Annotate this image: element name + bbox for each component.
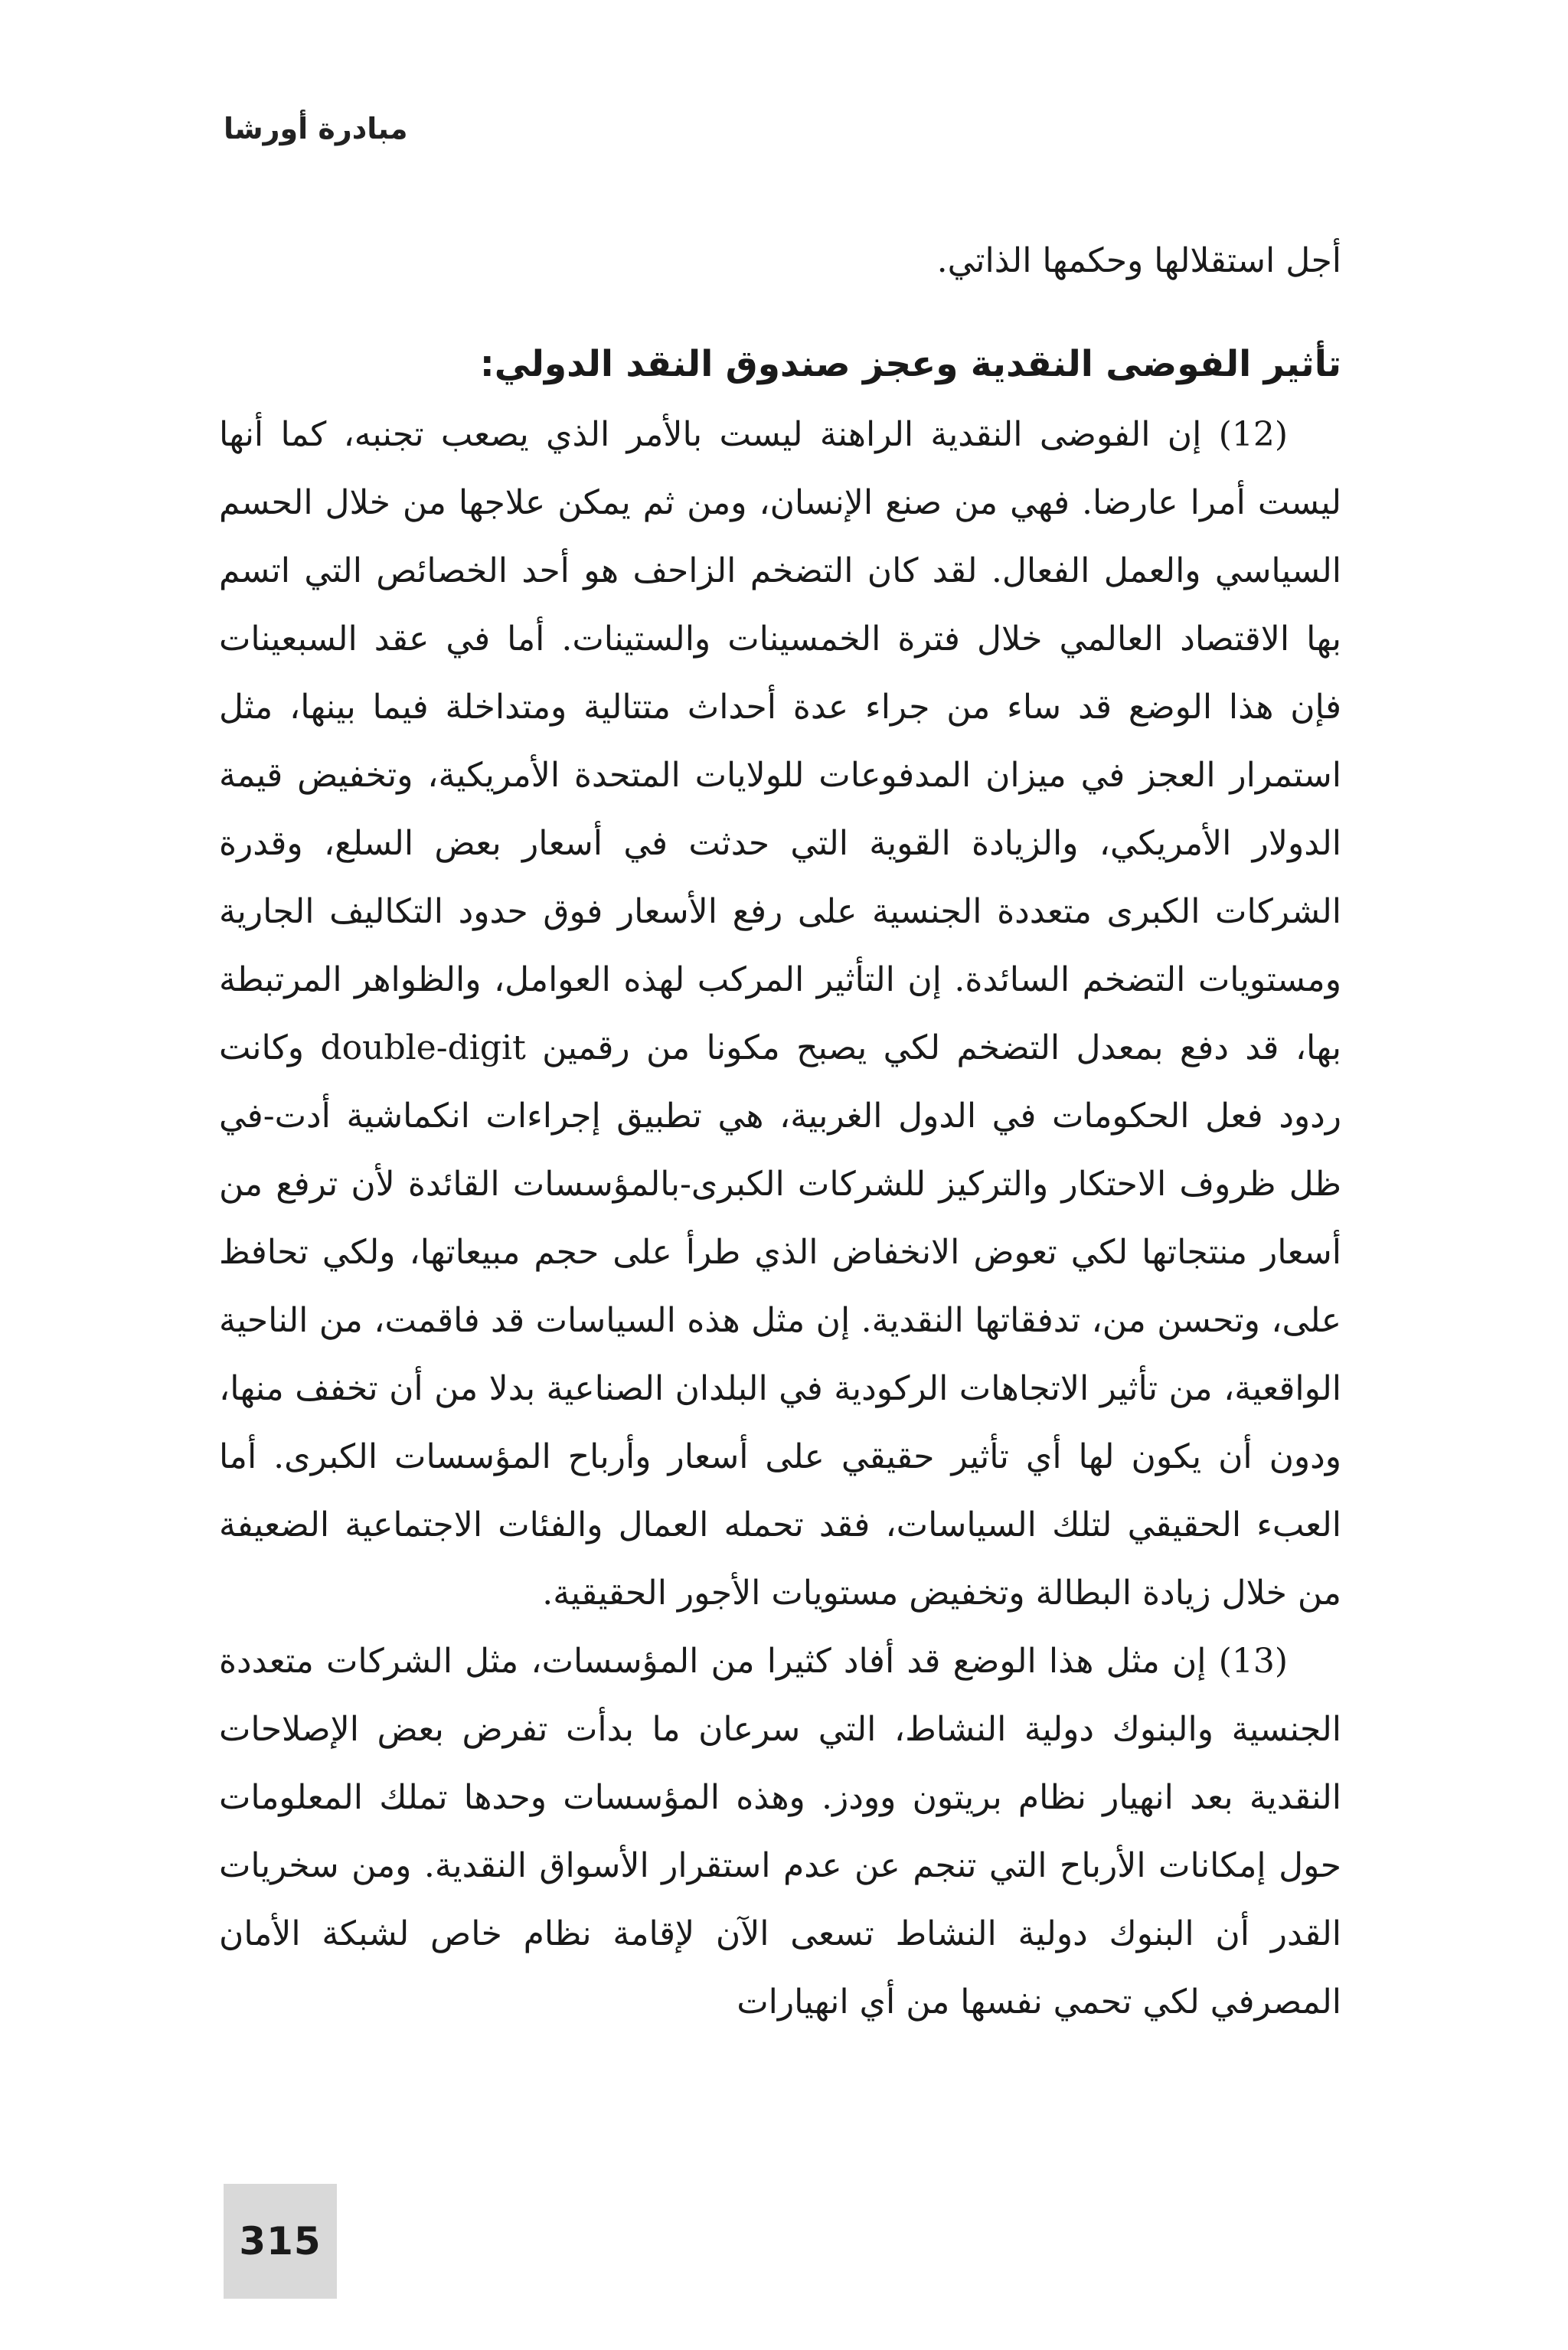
page-body xyxy=(219,227,1341,2036)
page-number: 315 xyxy=(239,2219,322,2263)
page-number-box xyxy=(224,2184,337,2299)
paragraph-12: (12) إن الفوضى النقدية الراهنة ليست بالأمر الذي يصعب تجنبه، كما أنها ليست أمرا عارضا. فهي من صنع الإنسان، ومن ثم يمكن علاجها من خلال الحسم السياسي والعمل الفعال. لقد كان التضخم الزاحف هو أحد الخصائص التي اتسم بها الاقتصاد العالمي خلال فترة الخمسينات والستينات. أما في عقد السبعينات فإن هذا الوضع قد ساء من جراء عدة أحداث متتالية ومتداخلة فيما بينها، مثل استمرار العجز في ميزان المدفوعات للولايات المتحدة الأمريكية، وتخفيض قيمة الدولار الأمريكي، والزيادة القوية التي حدثت في أسعار بعض السلع، وقدرة الشركات الكبرى متعددة الجنسية على رفع الأسعار فوق حدود التكاليف الجارية ومستويات التضخم السائدة. إن التأثير المركب لهذه العوامل، والظواهر المرتبطة بها، قد دفع بمعدل التضخم لكي يصبح مكونا من رقمين double-digit وكانت ردود فعل الحكومات في الدول الغربية، هي تطبيق إجراءات انكماشية أدت-في ظل ظروف الاحتكار والتركيز للشركات الكبرى-بالمؤسسات القائدة لأن ترفع من أسعار منتجاتها لكي تعوض الانخفاض الذي طرأ على حجم مبيعاتها، ولكي تحافظ على، وتحسن من، تدفقاتها النقدية. إن مثل هذه السياسات قد فاقمت، من الناحية الواقعية، من تأثير الاتجاهات الركودية في البلدان الصناعية بدلا من أن تخفف منها، ودون أن يكون لها أي تأثير حقيقي على أسعار وأرباح المؤسسات الكبرى. أما العبء الحقيقي لتلك السياسات، فقد تحمله العمال والفئات الاجتماعية الضعيفة من خلال زيادة البطالة وتخفيض مستويات الأجور الحقيقية. xyxy=(219,415,1342,1613)
running-head: مبادرة أورشا xyxy=(224,112,408,145)
section-heading: تأثير الفوضى النقدية وعجز صندوق النقد الدولي: xyxy=(479,343,1341,385)
continuation-text: أجل استقلالها وحكمها الذاتي. xyxy=(936,241,1341,280)
paragraph-13: (13) إن مثل هذا الوضع قد أفاد كثيرا من المؤسسات، مثل الشركات متعددة الجنسية والبنوك دولية النشاط، التي سرعان ما بدأت تفرض بعض الإصلاحات النقدية بعد انهيار نظام بريتون وودز. وهذه المؤسسات وحدها تملك المعلومات حول إمكانات الأرباح التي تنجم عن عدم استقرار الأسواق النقدية. ومن سخريات القدر أن البنوك دولية النشاط تسعى الآن لإقامة نظام خاص لشبكة الأمان المصرفي لكي تحمي نفسها من أي انهيارات xyxy=(219,1642,1341,2022)
